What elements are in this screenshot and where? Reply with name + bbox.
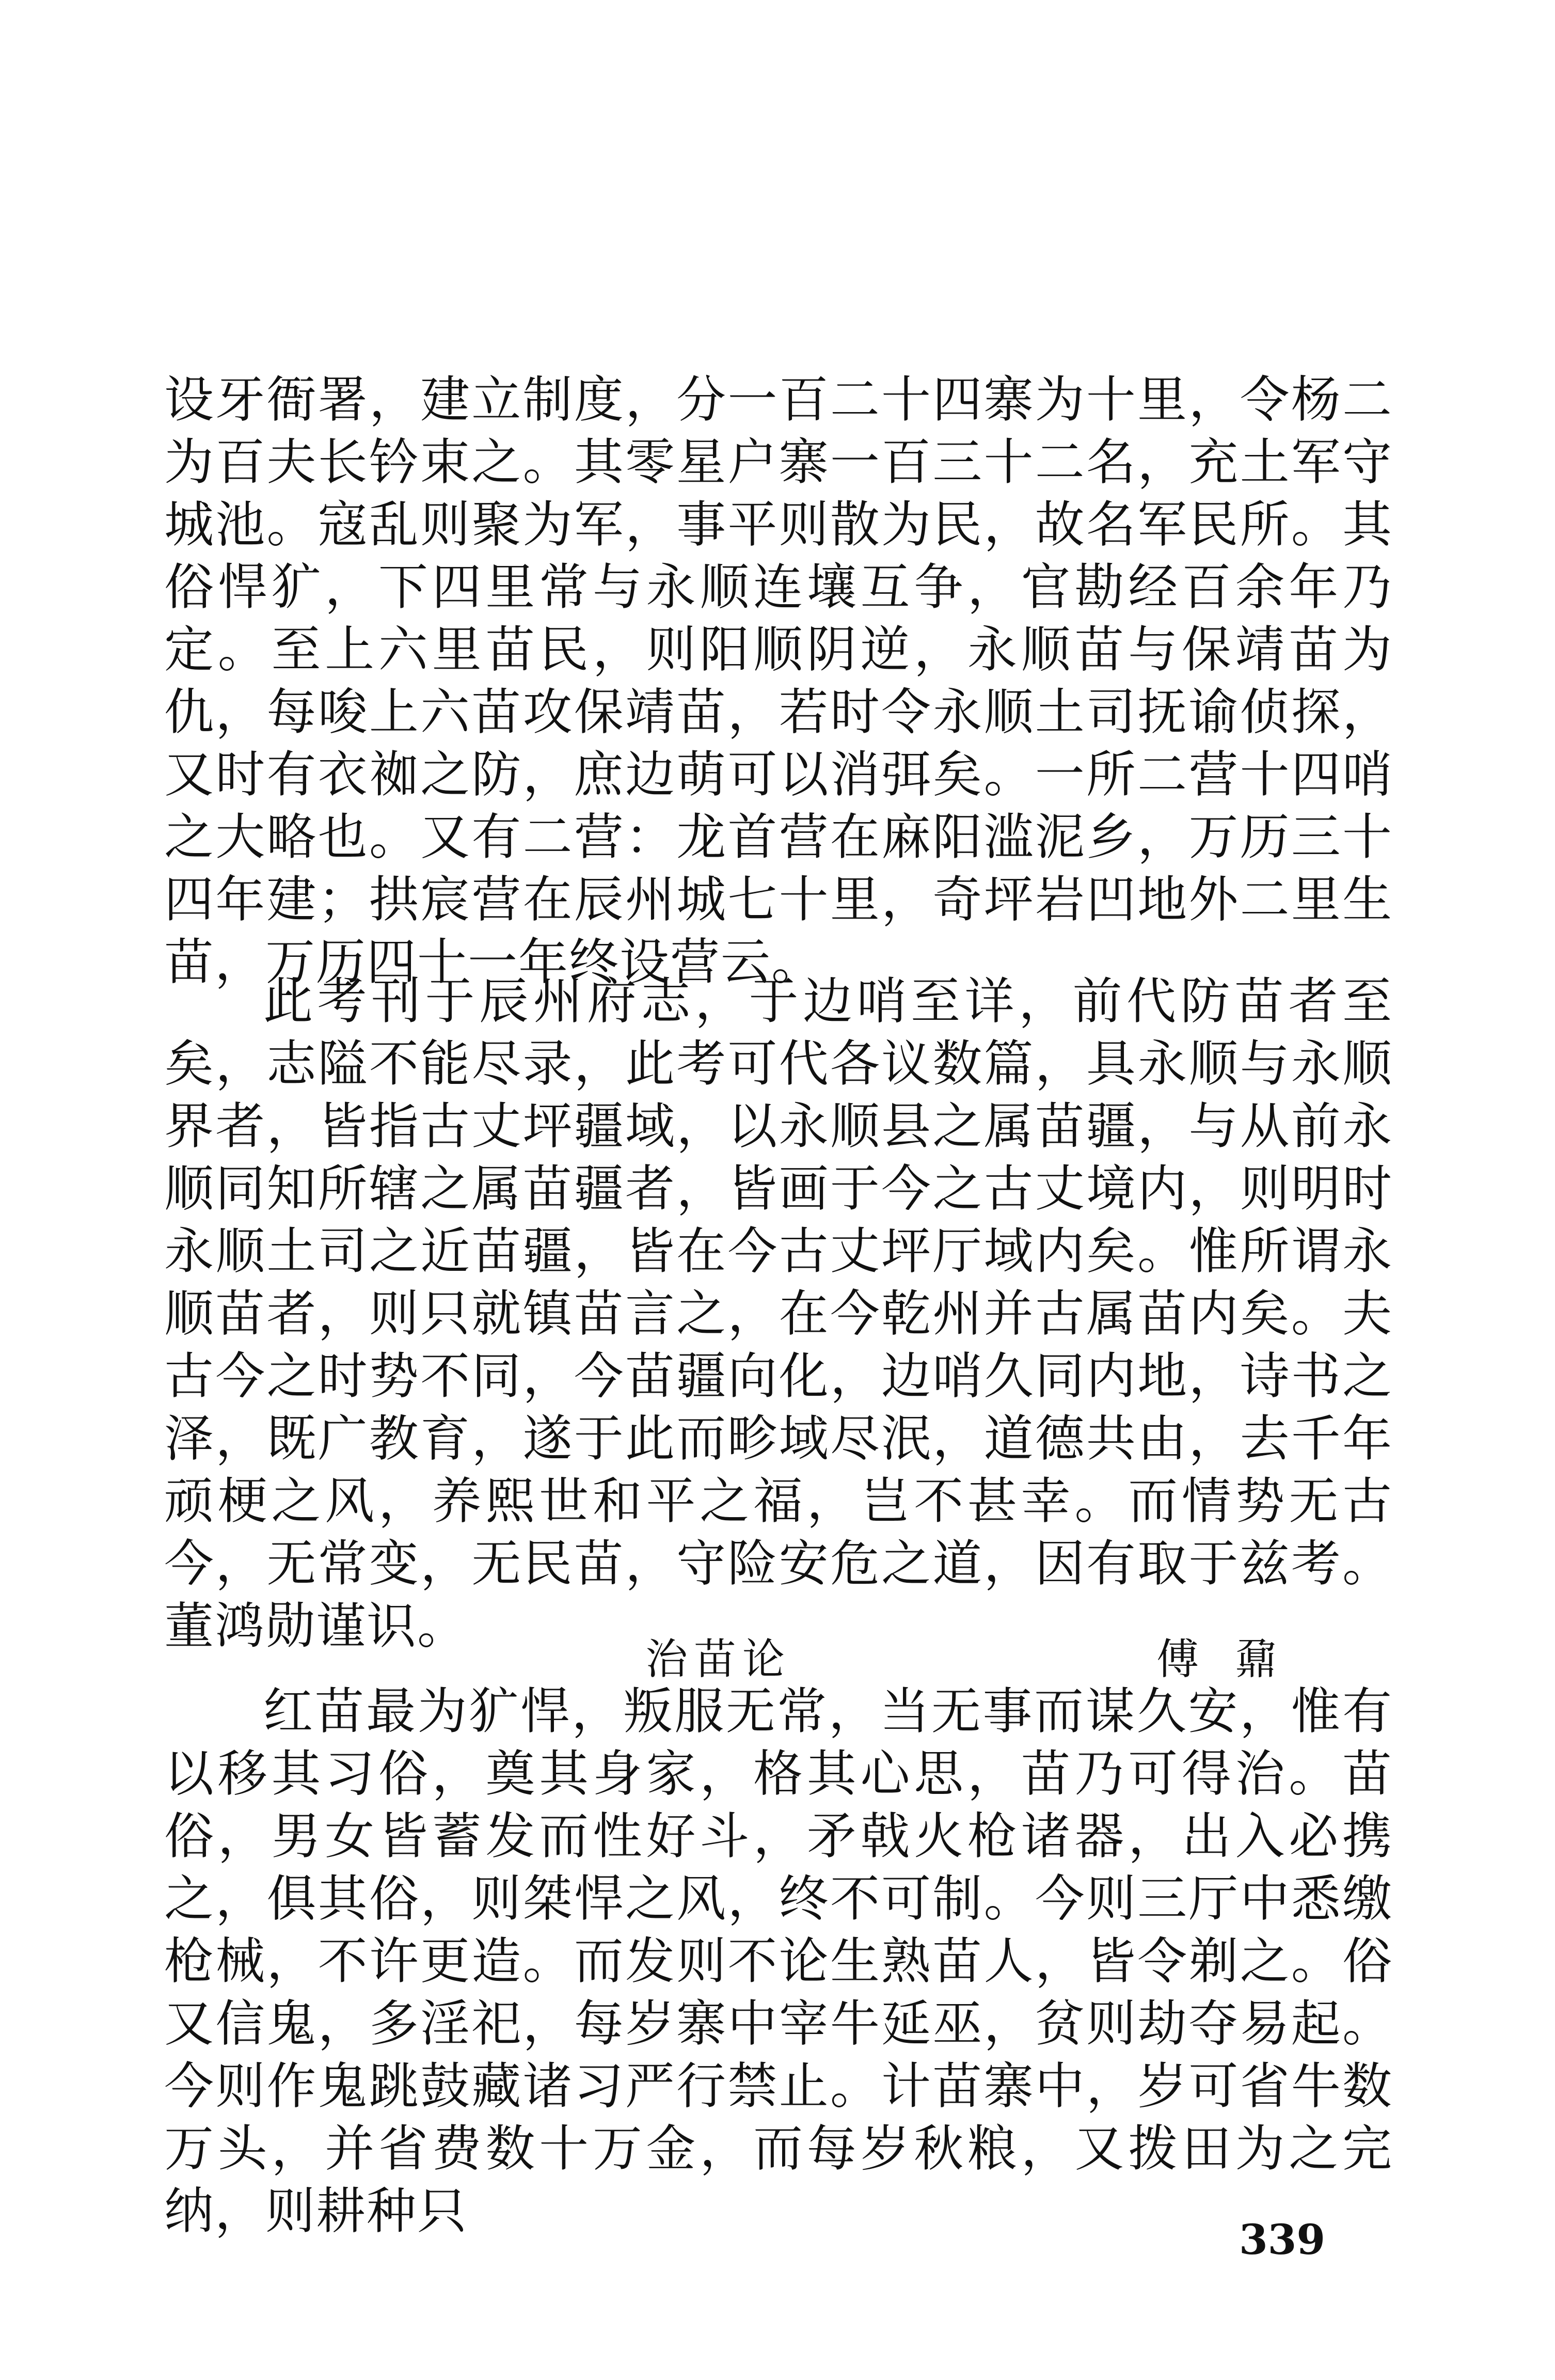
- page-number: 339: [1239, 2215, 1325, 2264]
- section-author: 傅鼐: [1156, 1635, 1314, 1684]
- paragraph: 设牙衙署，建立制度，分一百二十四寨为十里，令杨二为百夫长钤束之。其零星户寨一百三十二名，充土军守城池。寇乱则聚为军，事平则散为民，故名军民所。其俗悍犷，下四里常与永顺连壤互争，官勘经百余年乃定。至上六里苗民，则阳顺阴逆，永顺苗与保靖苗为仇，每唆上六苗攻保靖苗，若时令永顺土司抚谕侦探，又时有衣袽之防，庶边萌可以消弭矣。一所二营十四哨之大略也。又有二营：龙首营在麻阳滥泥乡，万历三十四年建；拱宸营在辰州城七十里，奇坪岩凹地外二里生苗，万历四十一年终设营云。: [164, 371, 1393, 991]
- paragraph: 红苗最为犷悍，叛服无常，当无事而谋久安，惟有以移其习俗，奠其身家，格其心思，苗乃可得治。苗俗，男女皆蓄发而性好斗，矛戟火枪诸器，出入必携之，俱其俗，则桀悍之风，终不可制。今则三厅中悉缴枪械，不许更造。而发则不论生熟苗人，皆令剃之。俗又信鬼，多淫祀，每岁寨中宰牛延巫，贫则劫夺易起。今则作鬼跳鼓藏诸习严行禁止。计苗寨中，岁可省牛数万头，并省费数十万金，而每岁秋粮，又拨田为之完纳，则耕种只: [164, 1682, 1393, 2240]
- paragraph: 此考刊于辰州府志，于边哨至详，前代防苗者至矣，志隘不能尽录，此考可代各议数篇，具永顺与永顺界者，皆指古丈坪疆域，以永顺县之属苗疆，与从前永顺同知所辖之属苗疆者，皆画于今之古丈境内，则明时永顺土司之近苗疆，皆在今古丈坪厅域内矣。惟所谓永顺苗者，则只就镇苗言之，在今乾州并古属苗内矣。夫古今之时势不同，今苗疆向化，边哨久同内地，诗书之泽，既广教育，遂于此而畛域尽泯，道德共由，去千年顽梗之风，养熙世和平之福，岂不甚幸。而情势无古今，无常变，无民苗，守险安危之道，因有取于兹考。董鸿勋谨识。: [164, 972, 1393, 1655]
- section-title: 治苗论: [645, 1635, 791, 1684]
